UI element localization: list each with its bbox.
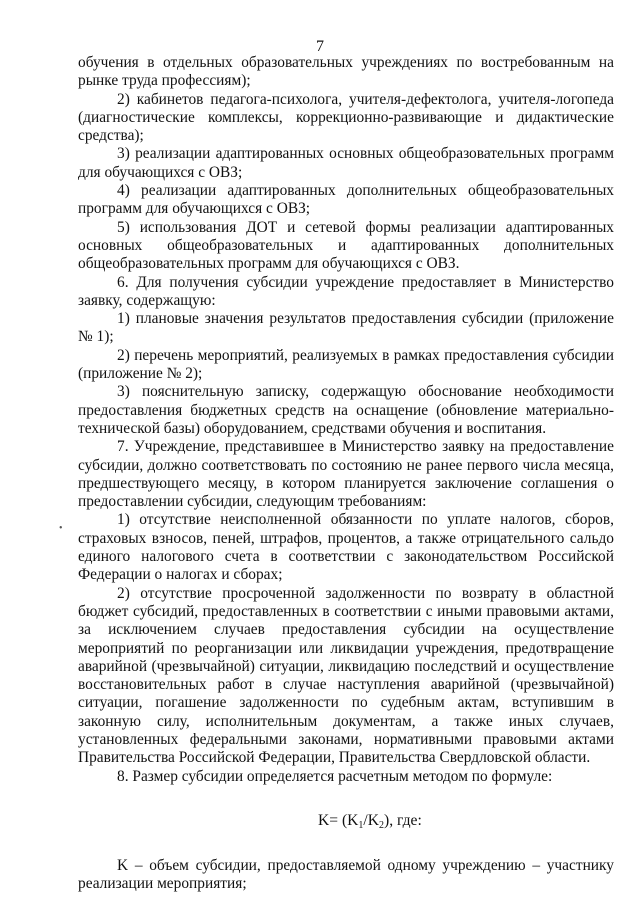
paragraph: 5) использования ДОТ и сетевой формы реализации адаптированных основных общеобразовательных и адаптированных дополнительных общеобразовательных программ для обучающихся с ОВЗ. (78, 218, 614, 273)
paragraph: 8. Размер субсидии определяется расчетным методом по формуле: (117, 767, 553, 785)
paragraph: K – объем субсидии, предоставляемой одному учреждению – участнику реализации мероприятия; (78, 857, 614, 893)
paragraph: 6. Для получения субсидии учреждение предоставляет в Министерство заявку, содержащую: (78, 273, 614, 309)
paragraph: 4) реализации адаптированных дополнительных общеобразовательных программ для обучающихся с ОВЗ; (78, 182, 614, 218)
scan-speck: • (59, 523, 63, 534)
paragraph: 1) плановые значения результатов предоставления субсидии (приложение № 1); (78, 310, 614, 346)
paragraph: 7. Учреждение, представившее в Министерство заявку на предоставление субсидии, должно соответствовать по состоянию не ранее первого числа месяца, предшествующего месяцу, в котором планируется заключение соглашения о предоставлении субсидии, следующим требованиям: (78, 438, 614, 511)
document-body (78, 54, 614, 894)
formula-sub-1: 1 (358, 819, 364, 831)
formula-sub-2: 2 (379, 819, 385, 831)
formula (78, 812, 614, 835)
paragraph: 3) пояснительную записку, содержащую обоснование необходимости предоставления бюджетных средств на оснащение (обновление материально-технической базы) оборудованием, средствами обучения и воспитания. (78, 383, 614, 437)
paragraph: 3) реализации адаптированных основных общеобразовательных программ для обучающихся с ОВЗ; (78, 145, 614, 181)
paragraph: 1) отсутствие неисполненной обязанности по уплате налогов, сборов, страховых взносов, пеней, штрафов, процентов, а также отрицательного сальдо единого налогового счета в соответствии с законодательством Российской Федерации о налогах и сборах; (78, 511, 614, 584)
formula-lhs: K= (K (318, 811, 359, 829)
formula-rhs: ), где: (384, 811, 422, 829)
paragraph: 2) кабинетов педагога-психолога, учителя-дефектолога, учителя-логопеда (диагностические комплексы, коррекционно-развивающие и дидактические средства); (78, 90, 614, 145)
paragraph: 2) отсутствие просроченной задолженности по возврату в областной бюджет субсидий, предоставленных в соответствии с иными правовыми актами, за исключением случаев предоставления субсидии на осуществление мероприятий по реорганизации или ликвидации учреждения, предотвращение аварийной (чрезвычайной) ситуации, ликвидацию последствий и осуществление восстановительных работ в случае наступления аварийной (чрезвычайной) ситуации, погашение задолженности по судебным актам, вступившим в законную силу, исполнительным документам, а также иных случаев, установленных федеральными законами, нормативными правовыми актами Правительства Российской Федерации, Правительства Свердловской области. (78, 584, 614, 767)
formula-mid: /K (363, 811, 380, 829)
page-number: 7 (316, 38, 324, 55)
paragraph: 2) перечень мероприятий, реализуемых в рамках предоставления субсидии (приложение № 2); (78, 346, 614, 383)
paragraph: обучения в отдельных образовательных учреждениях по востребованным на рынке труда профессиям); (78, 54, 614, 90)
